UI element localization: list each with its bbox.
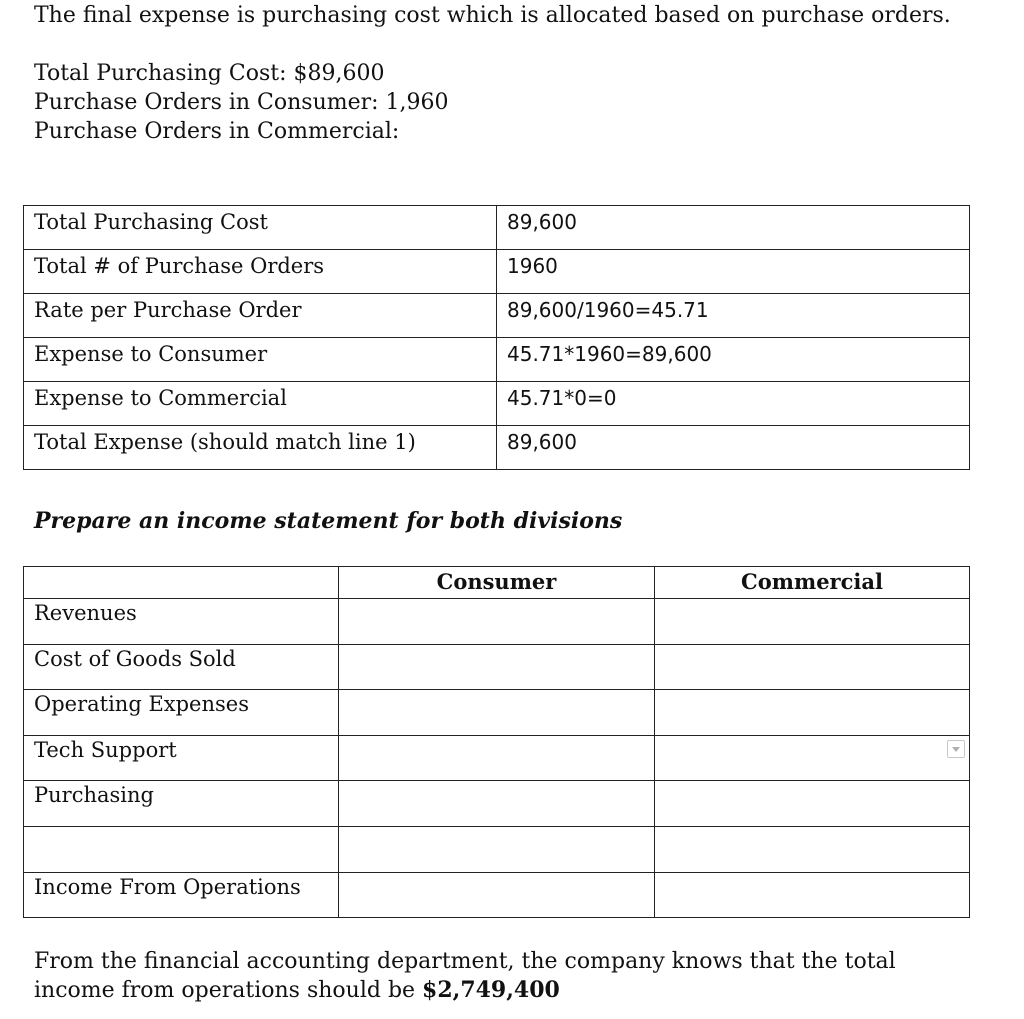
consumer-cell[interactable] <box>339 644 655 690</box>
consumer-cell[interactable] <box>339 690 655 736</box>
commercial-cell[interactable] <box>655 735 970 781</box>
consumer-cell[interactable] <box>339 826 655 872</box>
column-header-commercial: Commercial <box>655 567 970 599</box>
income-statement-heading: Prepare an income statement for both divisions <box>34 508 623 534</box>
table-row <box>24 338 970 382</box>
table-row <box>24 599 970 645</box>
row-value[interactable]: 1960 <box>497 250 970 294</box>
table-row <box>24 872 970 918</box>
row-value[interactable]: 89,600 <box>497 206 970 250</box>
table-header-row <box>24 567 970 599</box>
table-row <box>24 781 970 827</box>
row-value[interactable]: 89,600/1960=45.71 <box>497 294 970 338</box>
table-row <box>24 382 970 426</box>
commercial-cell[interactable] <box>655 599 970 645</box>
intro-sentence: The final expense is purchasing cost which is allocated based on purchase orders. <box>34 3 951 28</box>
column-header-label <box>24 567 339 599</box>
commercial-cell[interactable] <box>655 781 970 827</box>
table-row <box>24 206 970 250</box>
row-label: Purchasing <box>24 781 339 827</box>
table-row <box>24 690 970 736</box>
row-label: Total Purchasing Cost <box>24 206 497 250</box>
row-value[interactable]: 89,600 <box>497 426 970 470</box>
row-label: Expense to Consumer <box>24 338 497 382</box>
row-label: Revenues <box>24 599 339 645</box>
column-header-consumer: Consumer <box>339 567 655 599</box>
purchase-orders-commercial-line: Purchase Orders in Commercial: <box>34 119 400 144</box>
purchase-orders-consumer-line: Purchase Orders in Consumer: 1,960 <box>34 90 449 115</box>
consumer-cell[interactable] <box>339 735 655 781</box>
row-label: Cost of Goods Sold <box>24 644 339 690</box>
row-value[interactable]: 45.71*0=0 <box>497 382 970 426</box>
table-row <box>24 826 970 872</box>
allocation-table <box>23 205 970 470</box>
row-label: Total # of Purchase Orders <box>24 250 497 294</box>
row-label: Total Expense (should match line 1) <box>24 426 497 470</box>
dropdown-arrow-icon[interactable] <box>947 740 965 758</box>
row-label: Income From Operations <box>24 872 339 918</box>
commercial-cell[interactable] <box>655 690 970 736</box>
income-statement-table <box>23 566 970 918</box>
row-label: Rate per Purchase Order <box>24 294 497 338</box>
target-income-amount: $2,749,400 <box>422 977 560 1003</box>
footer-line-2-text: income from operations should be <box>34 978 423 1003</box>
consumer-cell[interactable] <box>339 599 655 645</box>
table-row <box>24 735 970 781</box>
row-label: Tech Support <box>24 735 339 781</box>
table-row <box>24 250 970 294</box>
commercial-cell[interactable] <box>655 872 970 918</box>
table-row <box>24 426 970 470</box>
row-label[interactable] <box>24 826 339 872</box>
row-label: Expense to Commercial <box>24 382 497 426</box>
table-row <box>24 644 970 690</box>
consumer-cell[interactable] <box>339 781 655 827</box>
commercial-cell[interactable] <box>655 644 970 690</box>
row-value[interactable]: 45.71*1960=89,600 <box>497 338 970 382</box>
table-row <box>24 294 970 338</box>
total-purchasing-cost-line: Total Purchasing Cost: $89,600 <box>34 61 385 86</box>
consumer-cell[interactable] <box>339 872 655 918</box>
footer-line-2 <box>34 976 560 1005</box>
footer-line-1: From the financial accounting department, the company knows that the total <box>34 949 896 974</box>
commercial-cell[interactable] <box>655 826 970 872</box>
row-label: Operating Expenses <box>24 690 339 736</box>
